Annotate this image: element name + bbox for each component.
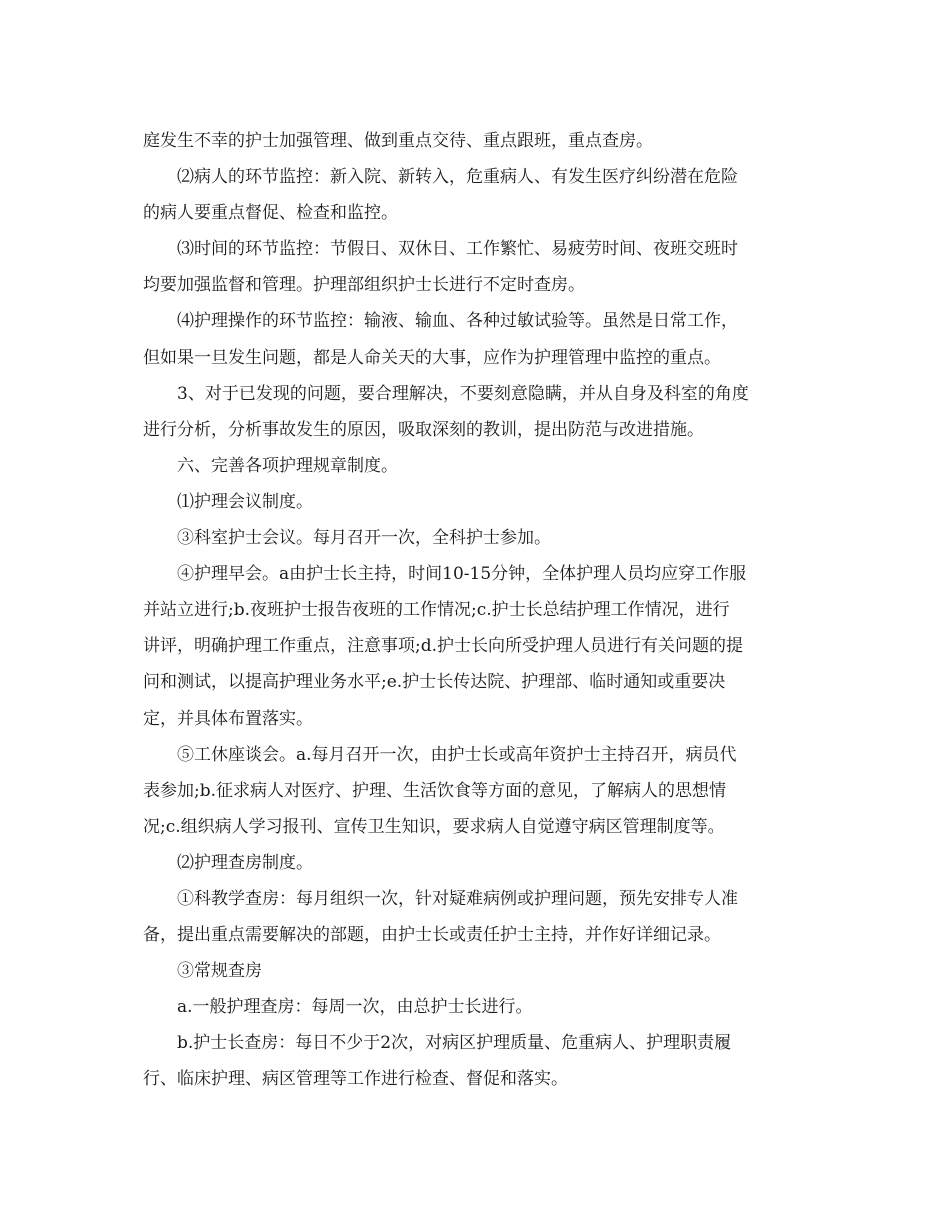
text-line: 讲评，明确护理工作重点，注意事项;d.护士长向所受护理人员进行有关问题的提 [143, 636, 744, 657]
text-line: 进行分析，分析事故发生的原因，吸取深刻的教训，提出防范与改进措施。 [143, 419, 704, 440]
text-line: ⑶时间的环节监控：节假日、双休日、工作繁忙、易疲劳时间、夜班交班时 [177, 239, 738, 260]
text-line: 均要加强监督和管理。护理部组织护士长进行不定时查房。 [143, 275, 585, 296]
text-line: ⑵病人的环节监控：新入院、新转入，危重病人、有发生医疗纠纷潜在危险 [177, 167, 738, 188]
text-line: 问和测试，以提高护理业务水平;e.护士长传达院、护理部、临时通知或重要决 [143, 672, 726, 693]
text-line: b.护士长查房：每日不少于2次，对病区护理质量、危重病人、护理职责履 [177, 1033, 732, 1054]
text-line: ③科室护士会议。每月召开一次，全科护士参加。 [177, 528, 551, 549]
text-line: 备，提出重点需要解决的部题，由护士长或责任护士主持，并作好详细记录。 [143, 925, 721, 946]
text-line: ⑤工休座谈会。a.每月召开一次，由护士长或高年资护士主持召开，病员代 [177, 744, 737, 765]
text-line: a.一般护理查房：每周一次，由总护士长进行。 [177, 997, 533, 1018]
text-line: 的病人要重点督促、检查和监控。 [143, 203, 398, 224]
text-line: 庭发生不幸的护士加强管理、做到重点交待、重点跟班，重点查房。 [143, 131, 653, 151]
document-body [143, 123, 809, 1098]
text-line: ①科教学查房：每月组织一次，针对疑难病例或护理问题，预先安排专人准 [177, 888, 738, 909]
text-line: 但如果一旦发生问题，都是人命关天的大事，应作为护理管理中监控的重点。 [143, 347, 721, 368]
text-line: ⑴护理会议制度。 [177, 491, 313, 512]
text-line: 表参加;b.征求病人对医疗、护理、生活饮食等方面的意见，了解病人的思想情 [143, 780, 727, 801]
text-line: 行、临床护理、病区管理等工作进行检查、督促和落实。 [143, 1069, 568, 1090]
text-line: ⑷护理操作的环节监控：输液、输血、各种过敏试验等。虽然是日常工作， [177, 311, 738, 332]
text-line: 3、对于已发现的问题，要合理解决，不要刻意隐瞒，并从自身及科室的角度 [177, 383, 749, 404]
text-line: ⑵护理查房制度。 [177, 852, 313, 873]
text-line: 并站立进行;b.夜班护士报告夜班的工作情况;c.护士长总结护理工作情况，进行 [143, 600, 730, 621]
text-line: 况;c.组织病人学习报刊、宣传卫生知识，要求病人自觉遵守病区管理制度等。 [143, 816, 725, 837]
text-line: 六、完善各项护理规章制度。 [177, 455, 398, 476]
text-line: ④护理早会。a由护士长主持，时间10-15分钟，全体护理人员均应穿工作服 [177, 564, 747, 585]
text-line: 定，并具体布置落实。 [143, 708, 313, 729]
text-line: ③常规查房 [177, 961, 262, 982]
